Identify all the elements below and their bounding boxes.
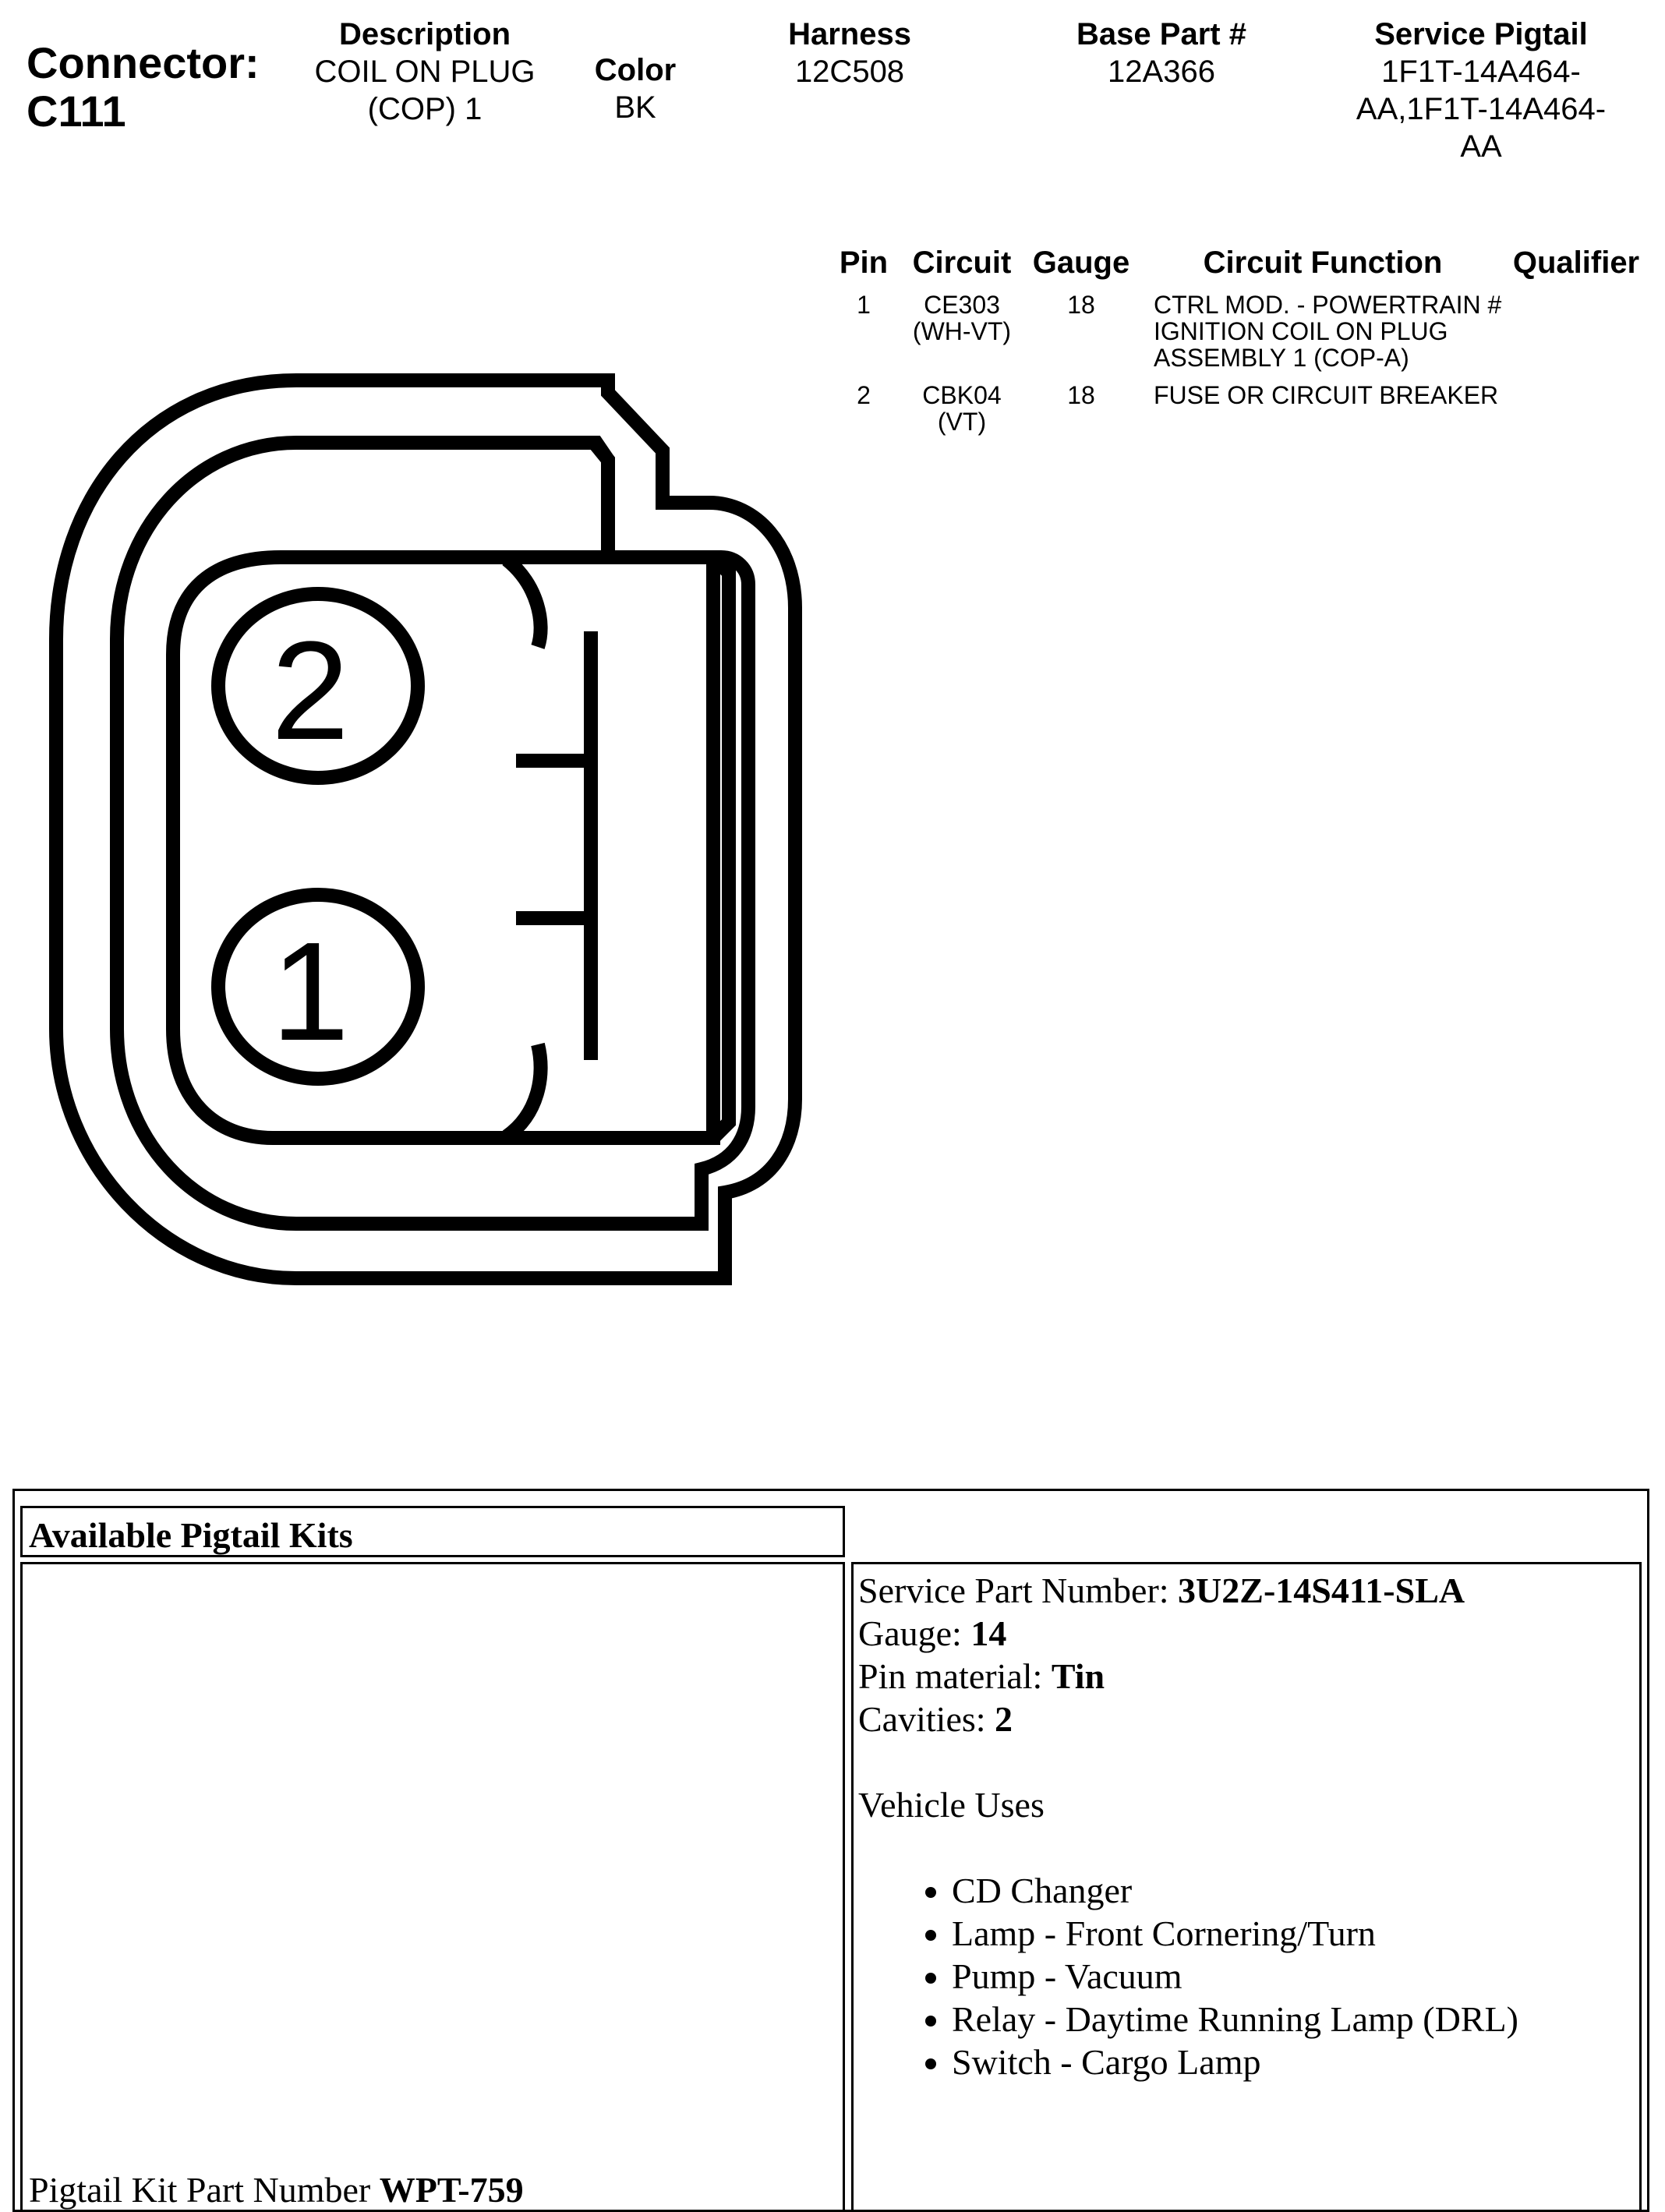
cavities-value: 2 xyxy=(995,1699,1013,1739)
base-part-column xyxy=(1045,16,1278,90)
color-label: Color xyxy=(594,53,677,87)
list-item: • Lamp - Front Cornering/Turn xyxy=(952,1912,1639,1955)
pigtail-kit-details xyxy=(851,1562,1642,2212)
pin-cell: 2 xyxy=(857,381,871,409)
pin-table-header xyxy=(826,246,1646,292)
list-item: • Relay - Daytime Running Lamp (DRL) xyxy=(952,1998,1639,2041)
pigtail-kits-header-spacer xyxy=(851,1506,1642,1557)
pin-header: Pin xyxy=(839,246,889,280)
color-value: BK xyxy=(614,90,656,125)
service-pigtail-column xyxy=(1317,16,1645,165)
circuit-cell: CBK04 (VT) xyxy=(922,381,1002,436)
color-column xyxy=(569,51,702,126)
qualifier-header: Qualifier xyxy=(1512,246,1640,280)
qualifier-cell xyxy=(1506,382,1646,446)
pigtail-kit-part-number xyxy=(29,2169,524,2210)
pin-material xyxy=(858,1655,1639,1698)
pigtail-kits-title: Available Pigtail Kits xyxy=(20,1506,845,1557)
connector-label: Connector: xyxy=(27,38,260,87)
service-part-label: Service Part Number: xyxy=(858,1571,1179,1610)
circuit-function-header: Circuit Function xyxy=(1203,246,1443,280)
service-pigtail-value: 1F1T-14A464- AA,1F1T-14A464- AA xyxy=(1356,55,1607,164)
harness-label: Harness xyxy=(788,17,911,51)
gauge-label: Gauge: xyxy=(858,1613,971,1653)
pin-material-label: Pin material: xyxy=(858,1656,1052,1696)
pin-table xyxy=(826,246,1646,446)
latch-notch-lower xyxy=(507,1044,541,1136)
cavity-1-label: 1 xyxy=(270,913,350,1070)
harness-column xyxy=(756,16,943,90)
gauge-value: 14 xyxy=(970,1613,1007,1653)
latch-notch-upper xyxy=(507,560,541,647)
gauge-cell: 18 xyxy=(1067,291,1095,319)
cavity-2-label: 2 xyxy=(270,613,350,769)
vehicle-uses-list xyxy=(858,1869,1639,2083)
base-part-label: Base Part # xyxy=(1076,17,1246,51)
description-value: COIL ON PLUG (COP) 1 xyxy=(314,55,536,126)
circuit-header: Circuit xyxy=(912,246,1012,280)
connector-face-drawing xyxy=(39,359,803,1325)
list-item: • CD Changer xyxy=(952,1869,1639,1912)
cavities-label: Cavities: xyxy=(858,1699,995,1739)
circuit-function-cell: CTRL MOD. - POWERTRAIN # IGNITION COIL ON PLUG ASSEMBLY 1 (COP-A) xyxy=(1154,291,1502,372)
service-pigtail-label: Service Pigtail xyxy=(1374,17,1588,51)
vehicle-uses-title: Vehicle Uses xyxy=(858,1785,1045,1825)
description-column xyxy=(296,16,553,128)
circuit-function-cell: FUSE OR CIRCUIT BREAKER xyxy=(1154,381,1499,409)
pin-chamber-outline xyxy=(594,443,608,557)
gauge-cell: 18 xyxy=(1067,381,1095,409)
harness-value: 12C508 xyxy=(794,55,905,89)
description-label: Description xyxy=(338,17,511,51)
cavities xyxy=(858,1698,1639,1740)
table-row xyxy=(826,382,1646,446)
list-item: • Switch - Cargo Lamp xyxy=(952,2041,1639,2083)
table-row xyxy=(826,292,1646,382)
list-item: • Pump - Vacuum xyxy=(952,1955,1639,1998)
pigtail-kit-part-value: WPT-759 xyxy=(379,2170,524,2210)
service-part-value: 3U2Z-14S411-SLA xyxy=(1178,1571,1465,1610)
pin-cell: 1 xyxy=(857,291,871,319)
pin-material-value: Tin xyxy=(1051,1656,1105,1696)
qualifier-cell xyxy=(1506,292,1646,382)
pigtail-kit-part-label: Pigtail Kit Part Number xyxy=(29,2170,380,2210)
circuit-cell: CE303 (WH-VT) xyxy=(912,291,1012,345)
gauge-header: Gauge xyxy=(1032,246,1130,280)
gauge xyxy=(858,1612,1639,1655)
service-part-number xyxy=(858,1569,1639,1612)
base-part-value: 12A366 xyxy=(1108,55,1215,89)
connector-title xyxy=(27,39,260,136)
connector-id: C111 xyxy=(27,87,126,136)
pigtail-kit-image-cell xyxy=(20,1562,845,2212)
